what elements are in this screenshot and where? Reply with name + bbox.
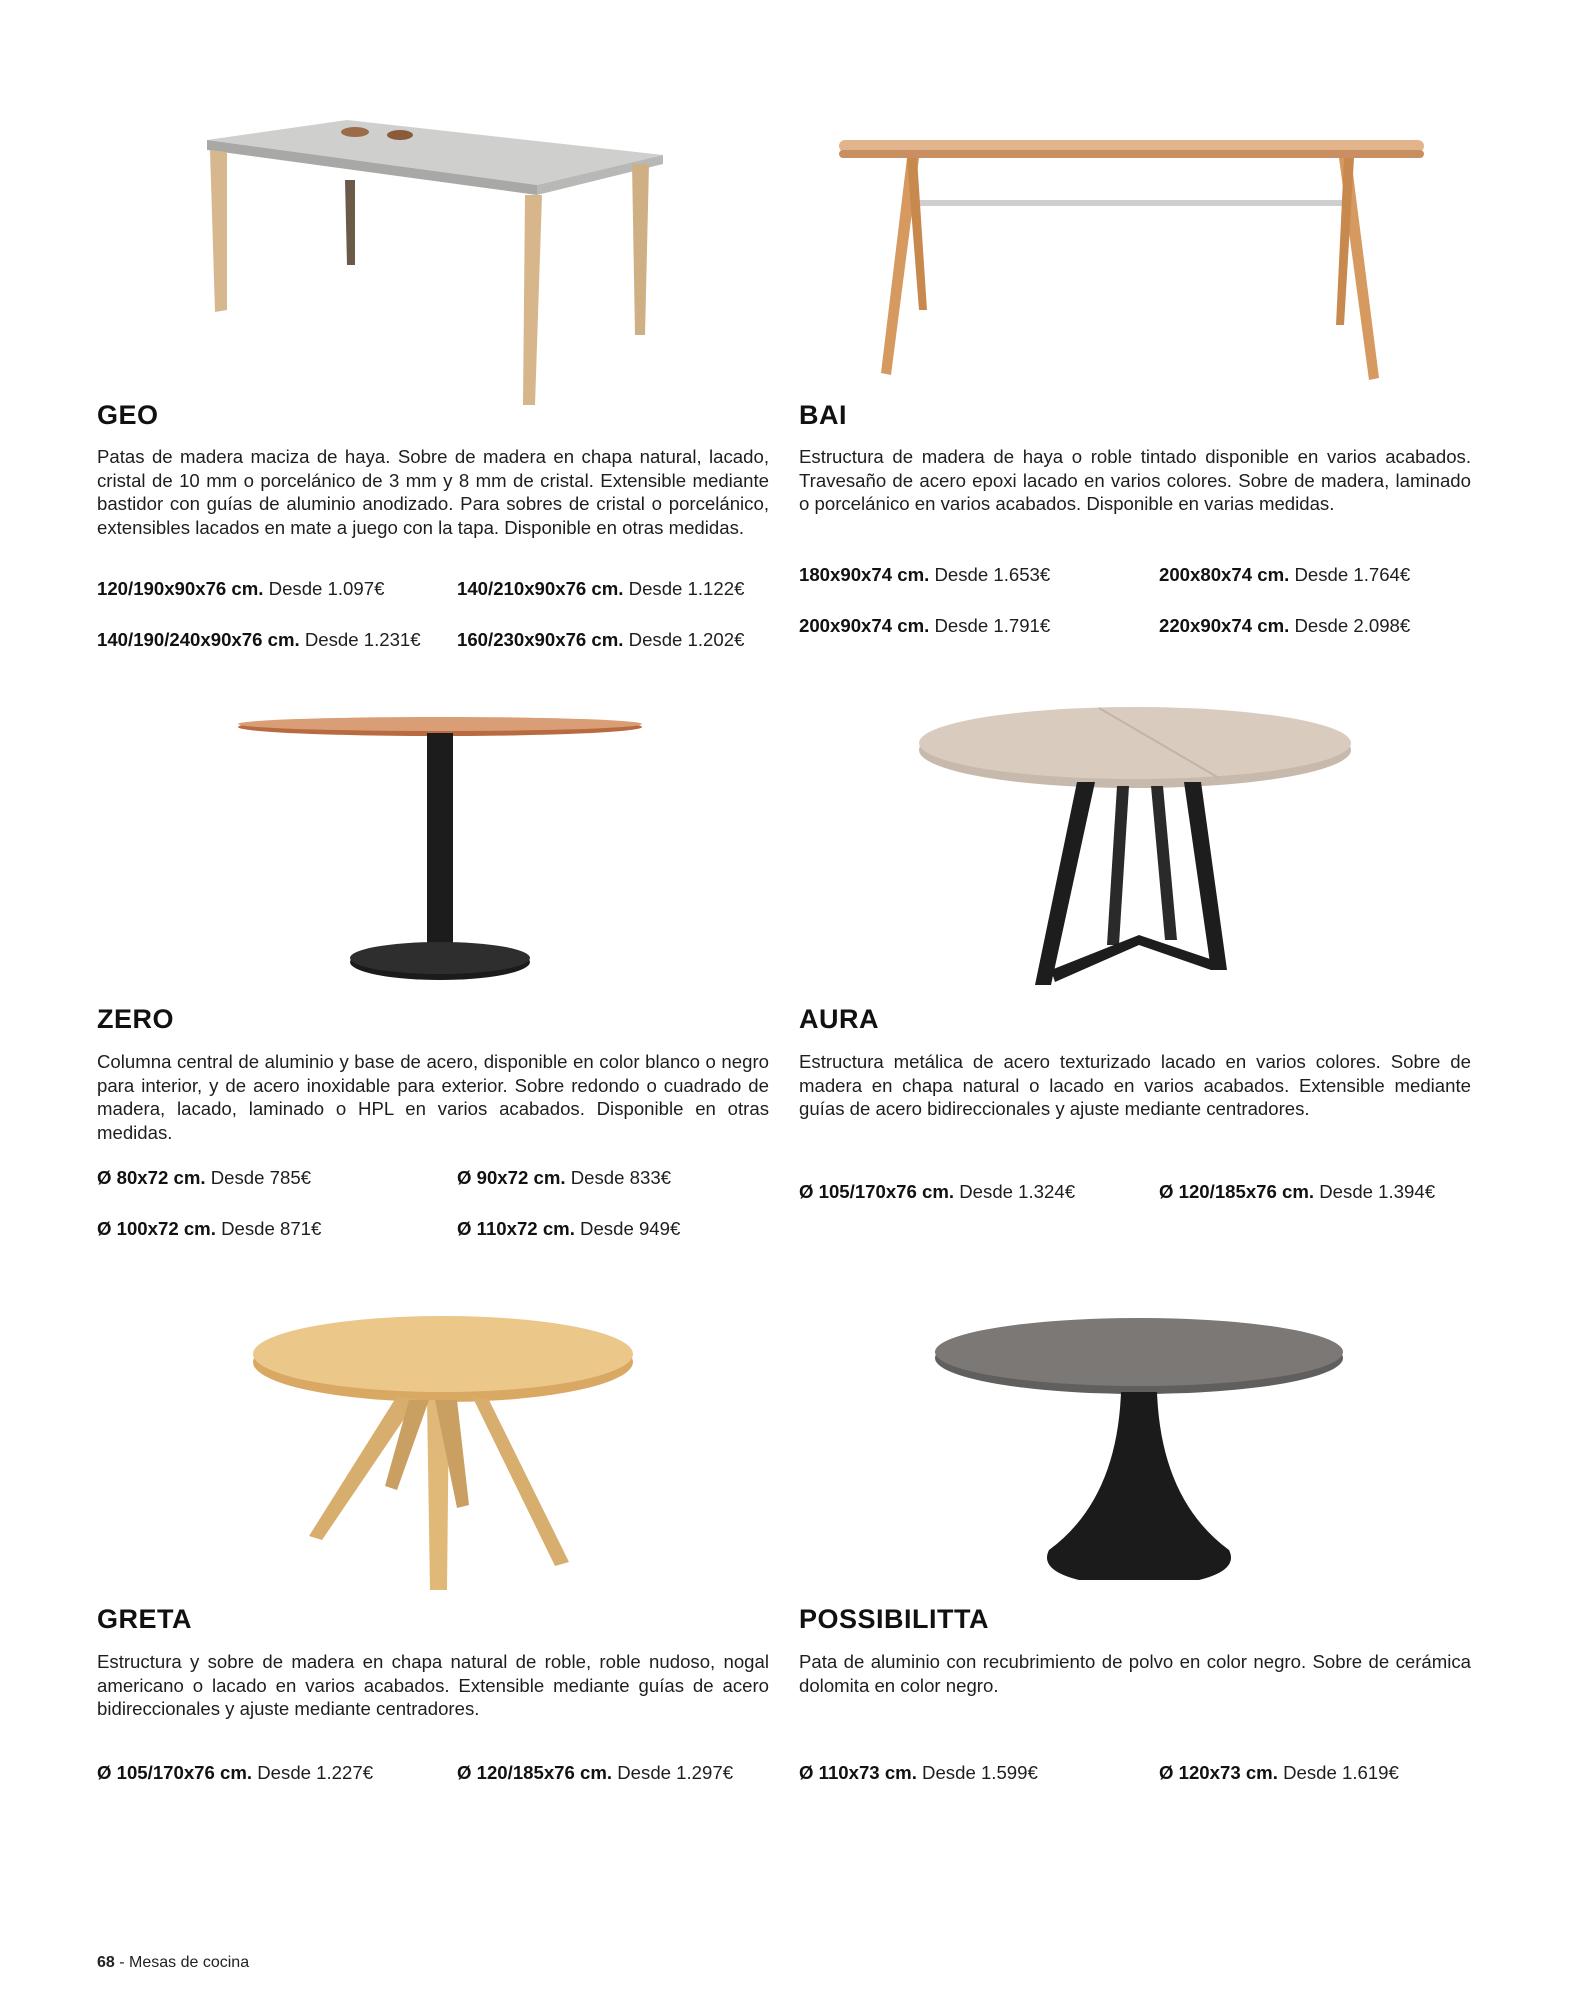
price-value: Desde 1.599€ — [922, 1762, 1038, 1783]
price-item — [97, 1167, 311, 1189]
price-item — [1159, 1181, 1435, 1203]
product-image-zero — [97, 700, 773, 1000]
page-number: 68 — [97, 1954, 115, 1971]
price-value: Desde 785€ — [210, 1167, 311, 1188]
price-size: Ø 80x72 cm. — [97, 1167, 206, 1188]
product-name: ZERO — [97, 1004, 175, 1034]
price-value: Desde 1.202€ — [628, 629, 745, 650]
price-size: Ø 105/170x76 cm. — [97, 1762, 253, 1783]
product-image-geo — [97, 60, 773, 410]
price-item — [97, 578, 384, 600]
price-value: Desde 1.227€ — [257, 1762, 374, 1783]
price-value: Desde 2.098€ — [1294, 615, 1411, 636]
product-image-greta — [97, 1300, 773, 1600]
product-name: GRETA — [97, 1604, 192, 1634]
product-image-possibilitta — [799, 1300, 1475, 1600]
price-size: 180x90x74 cm. — [799, 564, 930, 585]
product-description: Patas de madera maciza de haya. Sobre de madera en chapa natural, lacado, cristal de 10 mm o porcelánico de 3 mm y 8 mm de cristal. Extensible mediante bastidor con guías de aluminio anodizado. Para sobres de cristal o porcelánico, extensibles lacados en mate a juego con la tapa. Disponible en otras medidas. — [97, 446, 769, 538]
product-aura — [799, 700, 1475, 1260]
price-item — [799, 564, 1050, 586]
product-description: Pata de aluminio con recubrimiento de polvo en color negro. Sobre de cerámica dolomita en color negro. — [799, 1651, 1471, 1696]
price-item — [457, 578, 744, 600]
product-description: Estructura y sobre de madera en chapa natural de roble, roble nudoso, nogal americano o lacado en varios acabados. Extensible mediante guías de acero bidireccionales y ajuste mediante centradores. — [97, 1651, 769, 1719]
price-value: Desde 871€ — [221, 1218, 322, 1239]
price-size: 140/190/240x90x76 cm. — [97, 629, 300, 650]
price-item — [457, 1167, 671, 1189]
price-item — [97, 629, 421, 651]
price-item — [799, 1181, 1075, 1203]
product-name: GEO — [97, 400, 159, 430]
price-size: Ø 120/185x76 cm. — [1159, 1181, 1315, 1202]
price-size: 120/190x90x76 cm. — [97, 578, 264, 599]
product-greta — [97, 1300, 773, 1840]
product-description: Estructura metálica de acero texturizado lacado en varios colores. Sobre de madera en chapa natural o lacado en varios acabados. Extensible mediante guías de acero bidireccionales y ajuste mediante centradores. — [799, 1051, 1471, 1119]
price-size: Ø 120x73 cm. — [1159, 1762, 1278, 1783]
product-geo — [97, 60, 773, 660]
product-name: POSSIBILITTA — [799, 1604, 990, 1634]
section-title: Mesas de cocina — [129, 1954, 250, 1971]
price-item — [799, 1762, 1038, 1784]
price-size: Ø 120/185x76 cm. — [457, 1762, 613, 1783]
price-size: Ø 110x72 cm. — [457, 1218, 575, 1239]
price-item — [1159, 615, 1410, 637]
price-size: Ø 100x72 cm. — [97, 1218, 216, 1239]
product-image-bai — [799, 60, 1475, 410]
price-item — [1159, 564, 1410, 586]
price-item — [799, 615, 1050, 637]
price-size: Ø 90x72 cm. — [457, 1167, 566, 1188]
price-size: 220x90x74 cm. — [1159, 615, 1290, 636]
product-bai — [799, 60, 1475, 660]
price-size: 160/230x90x76 cm. — [457, 629, 624, 650]
price-value: Desde 1.764€ — [1294, 564, 1411, 585]
price-value: Desde 1.122€ — [628, 578, 745, 599]
price-item — [457, 629, 744, 651]
price-size: Ø 105/170x76 cm. — [799, 1181, 955, 1202]
price-value: Desde 1.653€ — [934, 564, 1051, 585]
price-value: Desde 949€ — [580, 1218, 681, 1239]
price-value: Desde 1.231€ — [304, 629, 421, 650]
price-value: Desde 1.324€ — [959, 1181, 1076, 1202]
price-value: Desde 1.791€ — [934, 615, 1051, 636]
price-value: Desde 1.297€ — [617, 1762, 734, 1783]
product-image-aura — [799, 700, 1475, 1000]
price-size: 200x90x74 cm. — [799, 615, 930, 636]
price-item — [97, 1762, 373, 1784]
price-item — [457, 1762, 733, 1784]
price-value: Desde 833€ — [570, 1167, 671, 1188]
product-possibilitta — [799, 1300, 1475, 1840]
price-size: Ø 110x73 cm. — [799, 1762, 917, 1783]
price-item — [457, 1218, 680, 1240]
product-zero — [97, 700, 773, 1260]
price-value: Desde 1.619€ — [1283, 1762, 1399, 1783]
price-item — [1159, 1762, 1399, 1784]
price-item — [97, 1218, 321, 1240]
footer-separator: - — [119, 1954, 125, 1971]
product-name: AURA — [799, 1004, 879, 1034]
product-description: Columna central de aluminio y base de acero, disponible en color blanco o negro para interior, y de acero inoxidable para exterior. Sobre redondo o cuadrado de madera, lacado, laminado o HPL en varios acabados. Disponible en otras medidas. — [97, 1051, 769, 1143]
price-value: Desde 1.097€ — [268, 578, 385, 599]
product-description: Estructura de madera de haya o roble tintado disponible en varios acabados. Travesaño de acero epoxi lacado en varios colores. Sobre de madera, laminado o porcelánico en varios acabados. Disponible en varias medidas. — [799, 446, 1471, 514]
price-size: 200x80x74 cm. — [1159, 564, 1290, 585]
price-value: Desde 1.394€ — [1319, 1181, 1436, 1202]
product-name: BAI — [799, 400, 847, 430]
price-size: 140/210x90x76 cm. — [457, 578, 624, 599]
page-footer — [97, 1954, 249, 1972]
